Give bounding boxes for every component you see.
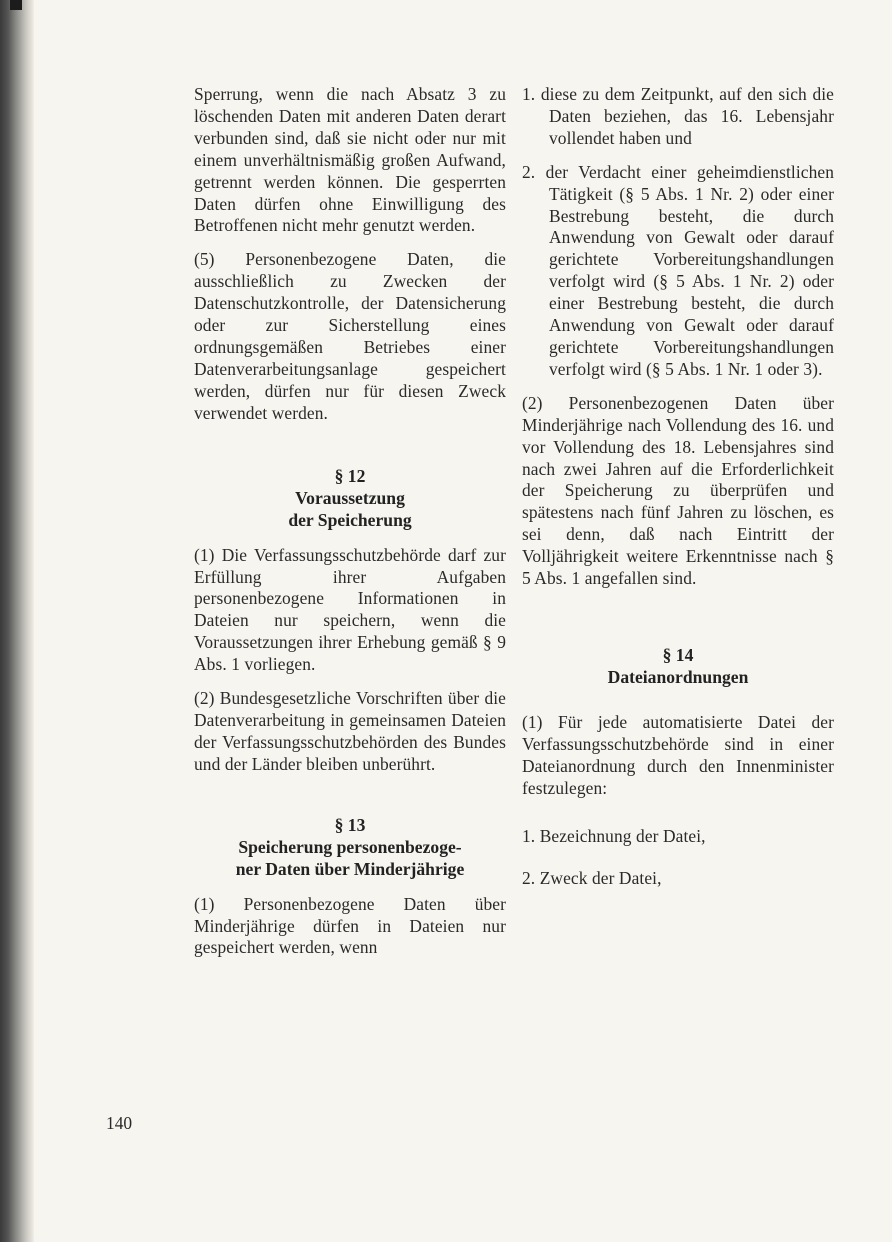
section-12-number: § 12 — [334, 465, 366, 486]
dateianordnung-item-1: 1. Bezeichnung der Datei, — [522, 825, 706, 846]
book-binding-shadow — [0, 0, 34, 1242]
section-12-title-line2: der Speicherung — [288, 509, 412, 530]
section-13-paragraph-1: (1) Personenbezogene Daten über Minderjährige dürfen in Dateien nur gespeichert werden, wenn — [194, 893, 506, 958]
section-12-paragraph-2: (2) Bundesgesetzliche Vorschriften über die Datenverarbeitung in gemeinsamen Dateien der Verfassungsschutzbehörden des Bundes und der Länder bleiben unberührt. — [194, 688, 506, 774]
binding-notch — [10, 0, 22, 10]
dateianordnung-item-2: 2. Zweck der Datei, — [522, 868, 662, 889]
section-12-title-line1: Voraussetzung — [295, 487, 405, 508]
left-column — [194, 84, 506, 971]
section-14-number: § 14 — [662, 644, 694, 665]
paragraph-5: (5) Personenbezogene Daten, die ausschließlich zu Zwecken der Datenschutzkontrolle, der Datensicherung oder zur Sicherstellung eines ordnungsgemäßen Betriebes einer Datenverarbeitungsanlage gespeichert werden, dürfen nur für diesen Zweck verwendet werden. — [194, 249, 506, 423]
section-12-paragraph-1: (1) Die Verfassungsschutzbehörde darf zur Erfüllung ihrer Aufgaben personenbezogene Informationen in Dateien nur speichern, wenn die Voraussetzungen ihrer Erhebung gemäß § 9 Abs. 1 vorliegen. — [194, 544, 506, 675]
section-13-title-line1: Speicherung personenbezoge- — [238, 836, 462, 857]
section-13-number: § 13 — [334, 814, 366, 835]
right-column — [522, 84, 834, 911]
paragraph-2-minderjaehrige: (2) Personenbezogenen Daten über Minderjährige nach Vollendung des 16. und vor Vollendung des 18. Lebensjahres sind nach zwei Jahren auf die Erforderlichkeit der Speicherung zu überprüfen und spätestens nach fünf Jahren zu löschen, es sei denn, daß nach Eintritt der Volljährigkeit weitere Erkenntnisse nach § 5 Abs. 1 angefallen sind. — [522, 392, 834, 589]
section-14-paragraph-1: (1) Für jede automatisierte Datei der Verfassungsschutzbehörde sind in einer Dateianordnung durch den Innenminister festzulegen: — [522, 711, 834, 798]
page-number: 140 — [106, 1113, 133, 1133]
list-item-2-verdacht: 2. der Verdacht einer geheimdienstlichen Tätigkeit (§ 5 Abs. 1 Nr. 2) oder einer Bestrebung besteht, die durch Anwendung von Gewalt oder darauf gerichtete Vorbereitungshandlungen verfolgt wird (§ 5 Abs. 1 Nr. 2) oder einer Bestrebung besteht, die durch Anwendung von Gewalt oder darauf gerichtete Vorbereitungshandlungen verfolgt wird (§ 5 Abs. 1 Nr. 1 oder 3). — [522, 161, 834, 379]
section-14-title: Dateianordnungen — [607, 666, 749, 687]
list-item-1-age: 1. diese zu dem Zeitpunkt, auf den sich die Daten beziehen, das 16. Lebensjahr vollendet haben und — [522, 84, 834, 148]
paragraph-sperrung: Sperrung, wenn die nach Absatz 3 zu löschenden Daten mit anderen Daten derart verbunden sind, daß sie nicht oder nur mit einem unverhältnismäßig großen Aufwand, getrennt werden können. Die gesperrten Daten dürfen ohne Einwilligung des Betroffenen nicht mehr genutzt werden. — [194, 84, 506, 236]
section-13-title-line2: ner Daten über Minderjährige — [235, 858, 465, 879]
